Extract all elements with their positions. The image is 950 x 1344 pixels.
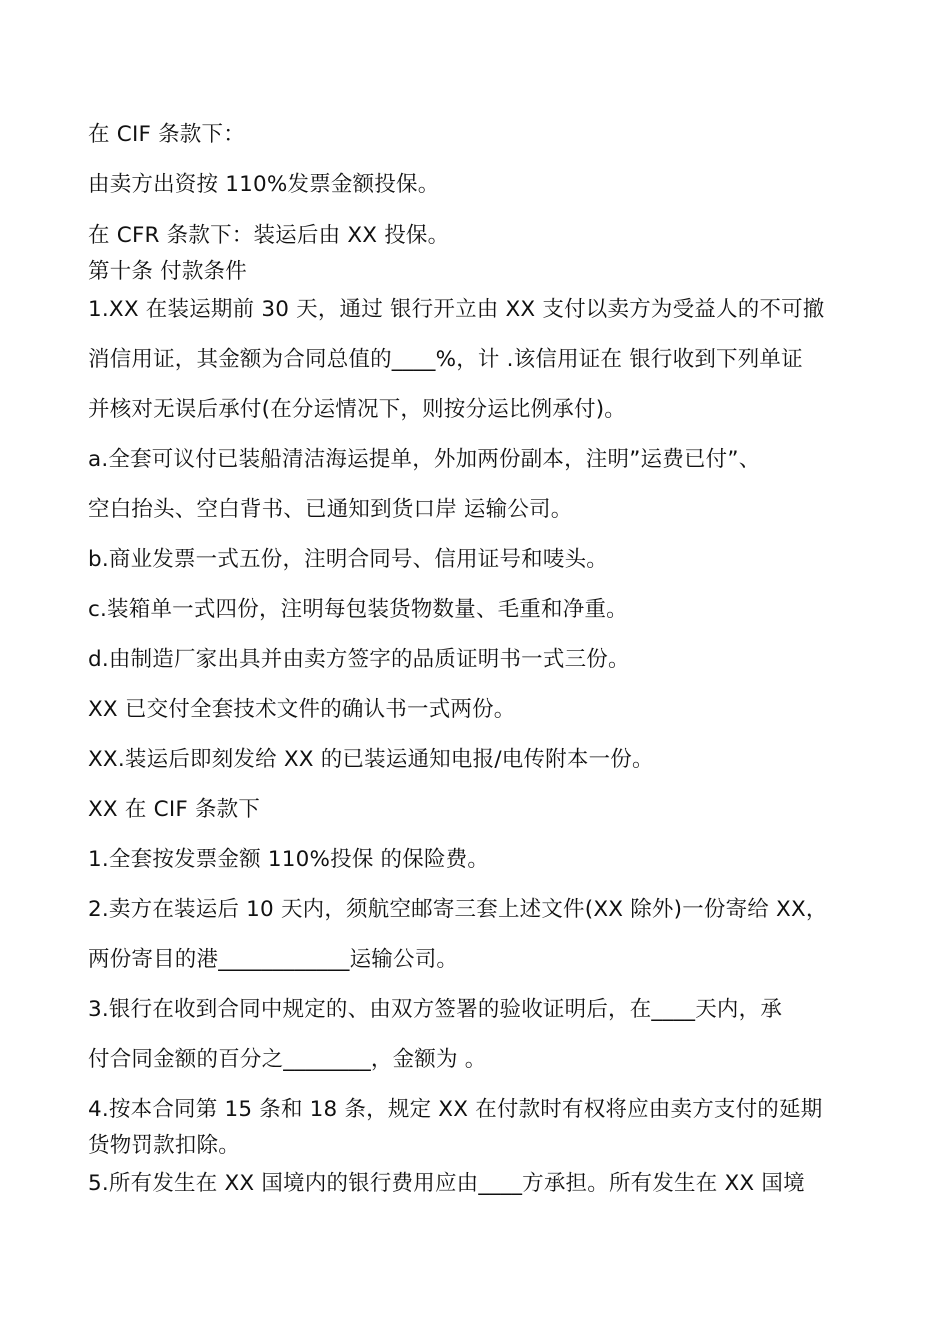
text-line-2-2-start: 2.卖方在装运后 10 天内，须航空邮寄三套上述文件(XX 除外)一份寄给 XX， — [88, 897, 828, 922]
text-line-2-4-start: 4.按本合同第 15 条和 18 条，规定 XX 在付款时有权将应由卖方支付的延期 — [88, 1097, 823, 1122]
text-line-a-start: a.全套可议付已装船清洁海运提单，外加两份副本，注明”运费已付”、 — [88, 447, 761, 472]
text-line-1-start: 1.XX 在装运期前 30 天，通过 银行开立由 XX 支付以卖方为受益人的不可撤 — [88, 297, 825, 322]
text-line-2-4-end: 货物罚款扣除。 — [88, 1133, 240, 1158]
text-line-2-3-start: 3.银行在收到合同中规定的、由双方签署的验收证明后，在____天内，承 — [88, 997, 783, 1022]
text-line-tech-docs: XX 已交付全套技术文件的确认书一式两份。 — [88, 697, 516, 722]
text-line-cfr-clause: 在 CFR 条款下：装运后由 XX 投保。 — [88, 223, 450, 248]
text-line-a-end: 空白抬头、空白背书、已通知到货口岸 运输公司。 — [88, 497, 573, 522]
text-line-1-cont: 消信用证，其金额为合同总值的____%，计 .该信用证在 银行收到下列单证 — [88, 347, 803, 372]
text-line-2-3-end: 付合同金额的百分之________，金额为 。 — [88, 1047, 487, 1072]
text-line-seller-insurance: 由卖方出资按 110%发票金额投保。 — [88, 172, 440, 197]
text-line-b: b.商业发票一式五份，注明合同号、信用证号和唛头。 — [88, 547, 608, 572]
text-line-cif-subheading: XX 在 CIF 条款下 — [88, 797, 261, 822]
text-line-2-2-end: 两份寄目的港____________运输公司。 — [88, 947, 459, 972]
text-line-c: c.装箱单一式四份，注明每包装货物数量、毛重和净重。 — [88, 597, 628, 622]
text-line-shipping-notice: XX.装运后即刻发给 XX 的已装运通知电报/电传附本一份。 — [88, 747, 654, 772]
text-line-2-1: 1.全套按发票金额 110%投保 的保险费。 — [88, 847, 490, 872]
text-line-1-end: 并核对无误后承付(在分运情况下，则按分运比例承付)。 — [88, 397, 626, 422]
text-line-2-5: 5.所有发生在 XX 国境内的银行费用应由____方承担。所有发生在 XX 国境 — [88, 1171, 805, 1196]
text-line-d: d.由制造厂家出具并由卖方签字的品质证明书一式三份。 — [88, 647, 630, 672]
section-heading-payment-terms: 第十条 付款条件 — [88, 259, 247, 284]
text-line-cif-heading: 在 CIF 条款下： — [88, 122, 245, 147]
